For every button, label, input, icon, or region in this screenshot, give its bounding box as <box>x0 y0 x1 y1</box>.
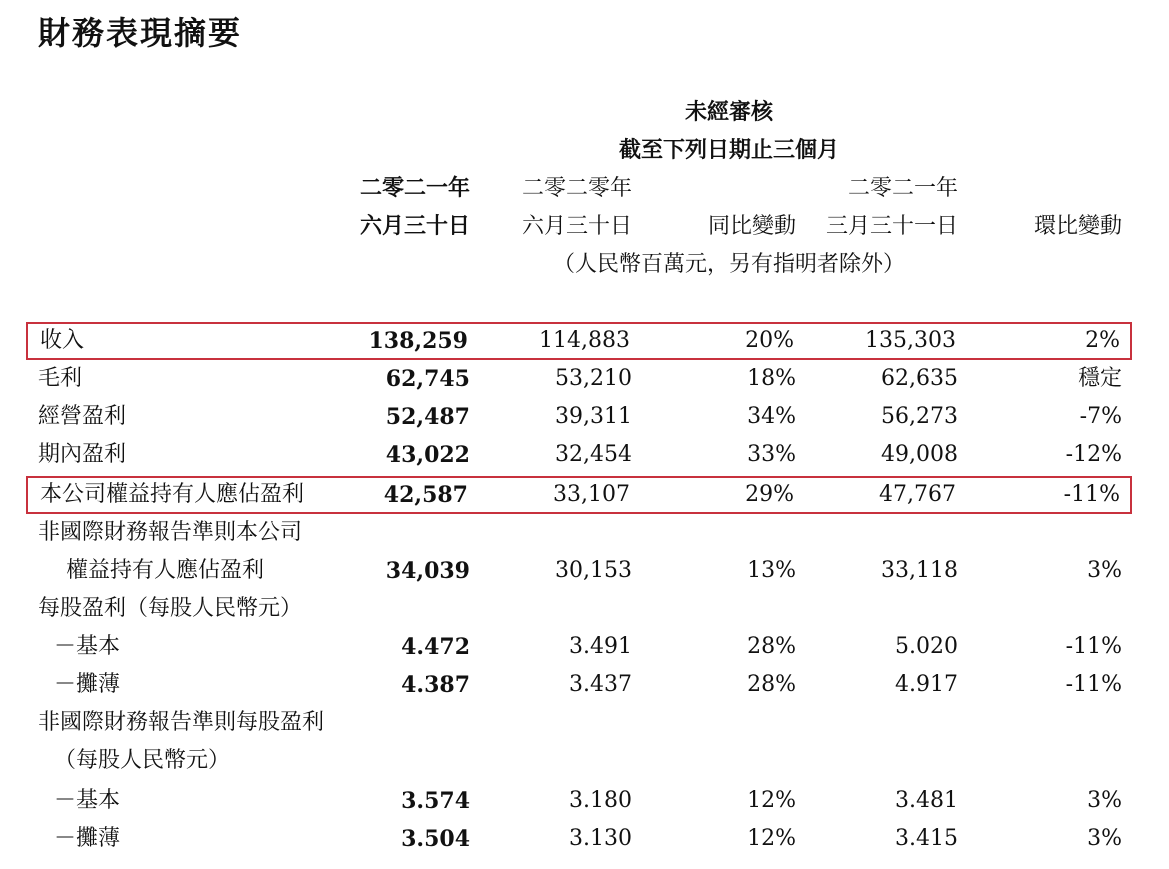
col2-year-header: 二零二零年 <box>521 176 632 201</box>
cell-col5: 穩定 <box>1077 366 1122 391</box>
table-row <box>26 784 1132 822</box>
table-row <box>26 668 1132 706</box>
cell-col4: 47,767 <box>879 482 956 507</box>
cell-col5: -11% <box>1063 482 1120 507</box>
page-title: 財務表現摘要 <box>38 14 243 52</box>
table-row <box>26 476 1132 514</box>
cell-col1: 3.504 <box>401 826 470 852</box>
cell-col4: 49,008 <box>881 442 958 467</box>
cell-col3: 20% <box>745 328 794 353</box>
cell-col1: 3.574 <box>401 788 470 814</box>
cell-col2: 30,153 <box>555 558 632 583</box>
cell-col3: 29% <box>745 482 794 507</box>
cell-col3: 34% <box>747 404 796 429</box>
table-row <box>26 362 1132 400</box>
cell-col3: 12% <box>747 826 796 851</box>
cell-col2: 114,883 <box>539 328 630 353</box>
cell-col2: 3.130 <box>569 826 632 851</box>
cell-col2: 39,311 <box>555 404 632 429</box>
col2-date-header: 六月三十日 <box>521 214 632 239</box>
cell-col5: 3% <box>1087 826 1122 851</box>
row-label: 經營盈利 <box>38 404 127 429</box>
row-label: 權益持有人應佔盈利 <box>66 558 265 583</box>
cell-col1: 52,487 <box>385 404 470 430</box>
row-label: 本公司權益持有人應佔盈利 <box>40 482 305 507</box>
table-row <box>26 322 1132 360</box>
cell-col2: 3.180 <box>569 788 632 813</box>
table-row <box>26 438 1132 476</box>
cell-col5: -7% <box>1079 404 1122 429</box>
cell-col1: 43,022 <box>385 442 470 468</box>
cell-col1: 42,587 <box>383 482 468 508</box>
row-label: 期內盈利 <box>38 442 127 467</box>
row-label: （每股人民幣元） <box>54 748 231 773</box>
row-label: 非國際財務報告準則本公司 <box>38 520 303 545</box>
cell-col3: 28% <box>747 672 796 697</box>
cell-col5: 2% <box>1085 328 1120 353</box>
cell-col2: 3.491 <box>569 634 632 659</box>
cell-col1: 34,039 <box>385 558 470 584</box>
cell-col5: 3% <box>1087 788 1122 813</box>
row-label: －基本 <box>54 634 121 659</box>
cell-col1: 138,259 <box>368 328 468 354</box>
cell-col3: 18% <box>747 366 796 391</box>
cell-col5: -12% <box>1065 442 1122 467</box>
cell-col4: 33,118 <box>881 558 958 583</box>
cell-col4: 5.020 <box>895 634 958 659</box>
row-label: －攤薄 <box>54 826 121 851</box>
cell-col4: 3.415 <box>895 826 958 851</box>
cell-col2: 33,107 <box>553 482 630 507</box>
cell-col2: 32,454 <box>555 442 632 467</box>
col5-header: 環比變動 <box>1033 214 1122 239</box>
cell-col1: 62,745 <box>385 366 470 392</box>
col4-year-header: 二零二一年 <box>847 176 958 201</box>
cell-col5: 3% <box>1087 558 1122 583</box>
row-label: 非國際財務報告準則每股盈利 <box>38 710 325 735</box>
col1-year-header: 二零二一年 <box>359 176 470 201</box>
row-label: －攤薄 <box>54 672 121 697</box>
cell-col4: 3.481 <box>895 788 958 813</box>
cell-col3: 33% <box>747 442 796 467</box>
cell-col4: 4.917 <box>895 672 958 697</box>
col1-date-header: 六月三十日 <box>359 214 470 239</box>
col4-date-header: 三月三十一日 <box>825 214 958 239</box>
row-label: 收入 <box>40 328 85 353</box>
cell-col5: -11% <box>1065 634 1122 659</box>
cell-col1: 4.472 <box>401 634 470 660</box>
table-row <box>26 706 1132 744</box>
table-row <box>26 744 1132 782</box>
row-label: －基本 <box>54 788 121 813</box>
unaudited-heading: 未經審核 <box>684 100 774 125</box>
cell-col3: 28% <box>747 634 796 659</box>
cell-col2: 3.437 <box>569 672 632 697</box>
unit-note: （人民幣百萬元，另有指明者除外） <box>552 252 906 277</box>
table-row <box>26 822 1132 860</box>
cell-col3: 12% <box>747 788 796 813</box>
cell-col3: 13% <box>747 558 796 583</box>
row-label: 每股盈利（每股人民幣元） <box>38 596 303 621</box>
col3-header: 同比變動 <box>707 214 796 239</box>
period-heading: 截至下列日期止三個月 <box>618 138 840 163</box>
table-row <box>26 516 1132 554</box>
table-row <box>26 554 1132 592</box>
table-row <box>26 400 1132 438</box>
cell-col1: 4.387 <box>401 672 470 698</box>
cell-col4: 62,635 <box>881 366 958 391</box>
table-row <box>26 592 1132 630</box>
cell-col5: -11% <box>1065 672 1122 697</box>
cell-col4: 135,303 <box>865 328 956 353</box>
cell-col4: 56,273 <box>881 404 958 429</box>
row-label: 毛利 <box>38 366 83 391</box>
cell-col2: 53,210 <box>555 366 632 391</box>
table-row <box>26 630 1132 668</box>
